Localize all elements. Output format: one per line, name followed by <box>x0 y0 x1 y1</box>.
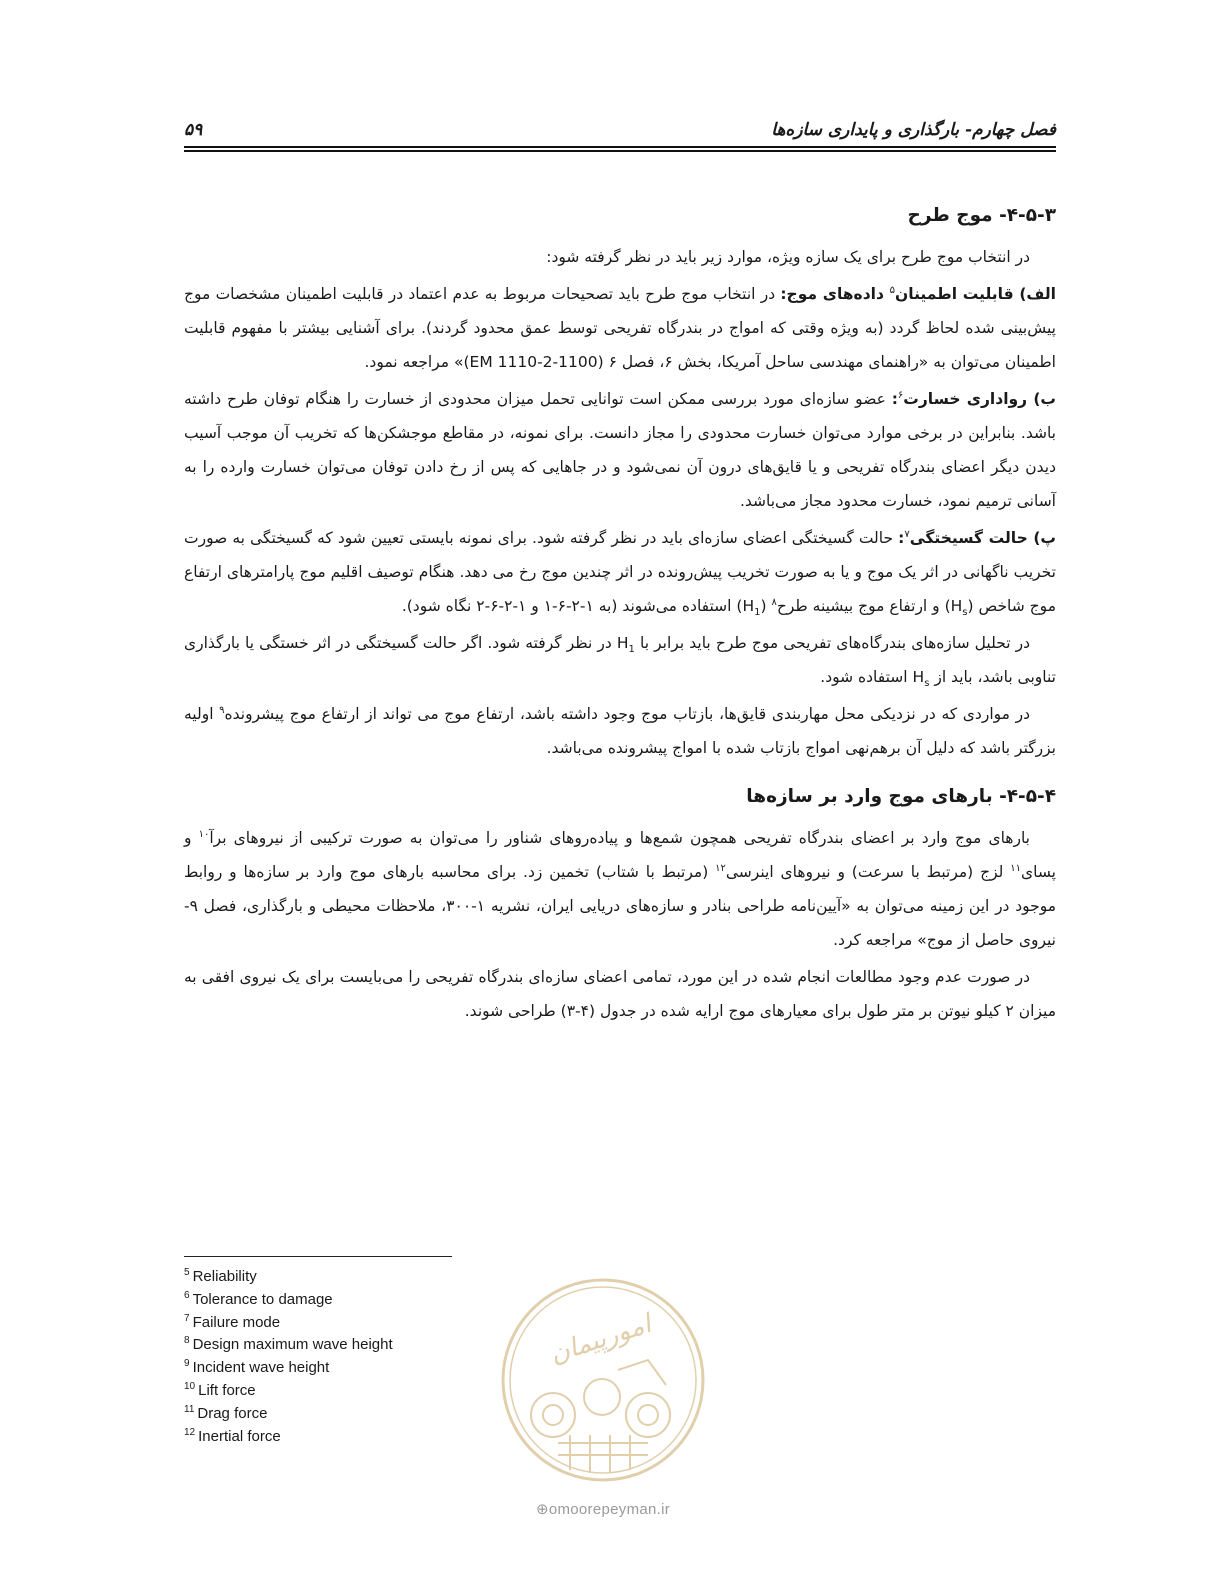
item-reliability <box>184 277 1056 379</box>
globe-icon: ⊕ <box>535 1501 549 1518</box>
header-rule-double <box>184 150 1056 152</box>
wave-loads-paragraph: بارهای موج وارد بر اعضای بندرگاه تفریحی همچون شمع‌ها و پیاده‌روهای شناور را می‌توان به صورت ترکیبی از نیروهای برآ$^{۱۰}$ و پسای$^{۱۱}$ لزج (مرتبط با سرعت) و نیروهای اینرسی$^{۱۲}$ (مرتبط با شتاب) تخمین زد. برای محاسبه بارهای موج وارد بر سازه‌ها و روابط موجود در این زمینه می‌توان به «آیین‌نامه طراحی بنادر و سازه‌های دریایی ایران، نشریه ۱-۳۰۰، ملاحظات محیطی و بارگذاری، فصل ۹- نیروی حاصل از موج» مراجعه کرد. <box>184 828 1056 949</box>
horizontal-force-paragraph: در صورت عدم وجود مطالعات انجام شده در این مورد، تمامی اعضای سازه‌ای بندرگاه تفریحی را می‌بایست برای یک نیروی افقی به میزان ۲ کیلو نیوتن بر متر طول برای معیارهای موج ارایه شده در جدول (۴-۳) طراحی شوند. <box>184 968 1056 1020</box>
footnote-marker: ۱۱ <box>1010 862 1021 874</box>
symbol-h1: $H_1$ <box>616 634 635 656</box>
item-lead: پ) حالت گسیختگی <box>909 529 1056 547</box>
analysis-paragraph: در تحلیل سازه‌های بندرگاه‌های تفریحی موج طرح باید برابر با $H_1$ در نظر گرفته شود. اگر حالت گسیختگی در اثر خستگی یا بارگذاری تناوبی باشد، باید از $H_s$ استفاده شود. <box>184 634 1056 690</box>
footnote-marker: ۱۲ <box>715 862 726 874</box>
item-text: حالت گسیختگی اعضای سازه‌ای باید در نظر گرفته شود. برای نمونه بایستی تعیین شود که گسیختگی به صورت تخریب ناگهانی در اثر یک موج و یا به صورت تخریب پیش‌رونده در اثر چندین موج رخ می دهد. هنگام توصیف اقلیم موج پارامترهای ارتفاع موج شاخص ( <box>184 529 1056 615</box>
item-lead-tail: داده‌های موج: <box>780 285 890 303</box>
reflection-paragraph: در مواردی که در نزدیکی محل مهاربندی قایق‌ها، بازتاب موج وجود داشته باشد، ارتفاع موج می تواند از ارتفاع موج پیشرونده$^۹$ اولیه بزرگتر باشد که دلیل آن برهم‌نهی امواج بازتاب شده با امواج پیشرونده می‌باشد. <box>184 704 1056 757</box>
page-number: ۵۹ <box>184 120 203 140</box>
footnote-separator <box>184 1256 452 1257</box>
footnote-item: $^5$ Reliability <box>184 1267 257 1285</box>
footnote-item: $^{11}$ Drag force <box>184 1403 268 1422</box>
symbol-h1: $H_1$ <box>742 597 761 619</box>
footnote-marker: ۶ <box>897 389 904 401</box>
running-title: فصل چهارم- بارگذاری و پایداری سازه‌ها <box>771 120 1056 140</box>
symbol-hs: $H_s$ <box>912 668 930 690</box>
footnote-marker: ۹ <box>219 704 225 716</box>
symbol-hs: $H_s$ <box>950 597 968 619</box>
header-rule <box>184 146 1056 148</box>
body-text <box>184 198 1056 1031</box>
footnote-marker: ۵ <box>889 284 896 296</box>
footnote-marker: ۸ <box>771 596 777 608</box>
footnote-item: $^{10}$ Lift force <box>184 1380 256 1399</box>
section-heading-wave-loads: ۴-۵-۴- بارهای موج وارد بر سازه‌ها <box>746 786 1056 807</box>
watermark-caption: ⊕omoorepeyman.ir <box>535 1501 671 1518</box>
footnote-item: $^7$ Failure mode <box>184 1312 281 1331</box>
footnote-item: $^6$ Tolerance to damage <box>184 1289 333 1308</box>
intro-paragraph: در انتخاب موج طرح برای یک سازه ویژه، موارد زیر باید در نظر گرفته شود: <box>546 248 1030 266</box>
footnote-marker: ۷ <box>904 528 910 540</box>
item-text: در انتخاب موج طرح باید تصحیحات مربوط به عدم اعتماد در قابلیت اطمینان مشخصات موج پیش‌بینی شده لحاظ گردد (به ویژه وقتی که امواج در بندرگاه تفریحی توسط عمق محدود گردند). برای آشنایی بیشتر با مفهوم قابلیت اطمینان می‌توان به «راهنمای مهندسی ساحل آمریکا، بخش ۶، فصل ۶ (EM 1110-2-1100)» مراجعه نمود. <box>184 285 1056 371</box>
footnote-item: $^{12}$ Inertial force <box>184 1426 281 1445</box>
footnote-marker: ۱۰ <box>198 828 210 840</box>
item-failure-mode <box>184 521 1056 623</box>
item-text: ( <box>760 597 772 615</box>
item-lead-tail: : <box>891 390 898 408</box>
item-lead-tail: : <box>898 529 905 547</box>
svg-text:امورپیمان: امورپیمان <box>546 1309 655 1370</box>
item-text: ) استفاده می‌شوند (به ۱-۲-۶-۱ و ۱-۲-۶-۲ نگاه شود). <box>401 597 743 615</box>
footnote-item: $^9$ Incident wave height <box>184 1358 330 1377</box>
footnote-item: $^8$ Design maximum wave height <box>184 1335 393 1354</box>
item-text: عضو سازه‌ای مورد بررسی ممکن است توانایی تحمل میزان محدودی از خسارت را هنگام توفان طرح داشته باشد. بنابراین در برخی موارد می‌توان خسارت محدودی را مجاز دانست. برای نمونه، در مقاطع موجشکن‌ها که تخریب آن موجب آسیب دیدن دیگر اعضای بندرگاه تفریحی و یا قایق‌های درون آن نمی‌شود و در جاهایی که پس از رخ دادن توفان می‌توان خسارت وارده را به آسانی ترمیم نمود، خسارت محدود مجاز می‌باشد. <box>184 390 1056 510</box>
footnotes <box>184 1266 393 1448</box>
section-heading-design-wave: ۴-۵-۳- موج طرح <box>907 205 1056 226</box>
item-text: ) و ارتفاع موج بیشینه طرح <box>776 597 951 615</box>
item-lead: الف) قابلیت اطمینان <box>895 285 1056 303</box>
item-lead: ب) رواداری خسارت <box>903 390 1056 408</box>
watermark-seal <box>498 1275 708 1485</box>
item-damage-tolerance <box>184 382 1056 518</box>
